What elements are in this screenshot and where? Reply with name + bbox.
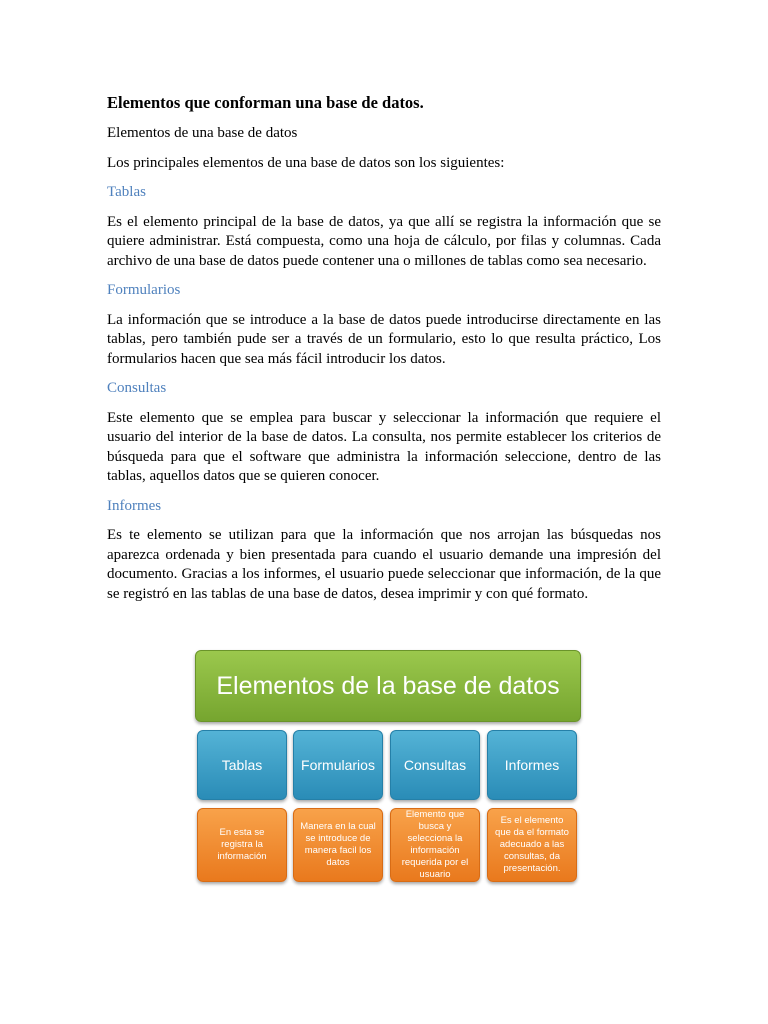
diagram-desc-consultas: Elemento que busca y selecciona la información requerida por el usuario: [390, 808, 480, 882]
document-subtitle: Elementos de una base de datos: [107, 125, 298, 141]
document-body: [107, 92, 661, 614]
section-heading-tablas: Tablas: [107, 184, 146, 200]
section-body-tablas: Es el elemento principal de la base de datos, ya que allí se registra la información que se quiere administrar. Está compuesta, como una hoja de cálculo, por filas y columnas. Cada archivo de una base de datos puede contener una o millones de tablas como sea necesario.: [107, 213, 661, 269]
diagram-node-formularios: Formularios: [293, 730, 383, 800]
diagram-desc-informes: Es el elemento que da el formato adecuado a las consultas, da presentación.: [487, 808, 577, 882]
diagram-title-box: Elementos de la base de datos: [195, 650, 581, 722]
section-body-consultas: Este elemento que se emplea para buscar y seleccionar la información que requiere el usuario del interior de la base de datos. La consulta, nos permite establecer los criterios de búsqueda para que el software que administra la información seleccione, dentro de las tablas, aquellos datos que se quieren conocer.: [107, 409, 661, 484]
section-body-formularios: La información que se introduce a la base de datos puede introducirse directamente en las tablas, pero también pude ser a través de un formulario, esto lo que resulta práctico, Los formularios hacen que sea más fácil introducir los datos.: [107, 311, 661, 367]
document-intro: Los principales elementos de una base de datos son los siguientes:: [107, 154, 505, 171]
section-heading-formularios: Formularios: [107, 282, 181, 298]
diagram-desc-formularios: Manera en la cual se introduce de manera facil los datos: [293, 808, 383, 882]
diagram-node-informes: Informes: [487, 730, 577, 800]
section-heading-informes: Informes: [107, 497, 162, 514]
diagram-desc-tablas: En esta se registra la información: [197, 808, 287, 882]
section-body-informes: Es te elemento se utilizan para que la información que nos arrojan las búsquedas nos aparezca ordenada y bien presentada para cuando el usuario demande una impresión del documento. Gracias a los informes, el usuario puede seleccionar que información, de la que se registró en las tablas de una base de datos, desea imprimir y con qué formato.: [107, 527, 661, 602]
document-title: Elementos que conforman una base de datos.: [107, 93, 424, 112]
diagram-node-consultas: Consultas: [390, 730, 480, 800]
diagram-node-tablas: Tablas: [197, 730, 287, 800]
database-elements-diagram: [195, 650, 581, 886]
section-heading-consultas: Consultas: [107, 380, 167, 396]
